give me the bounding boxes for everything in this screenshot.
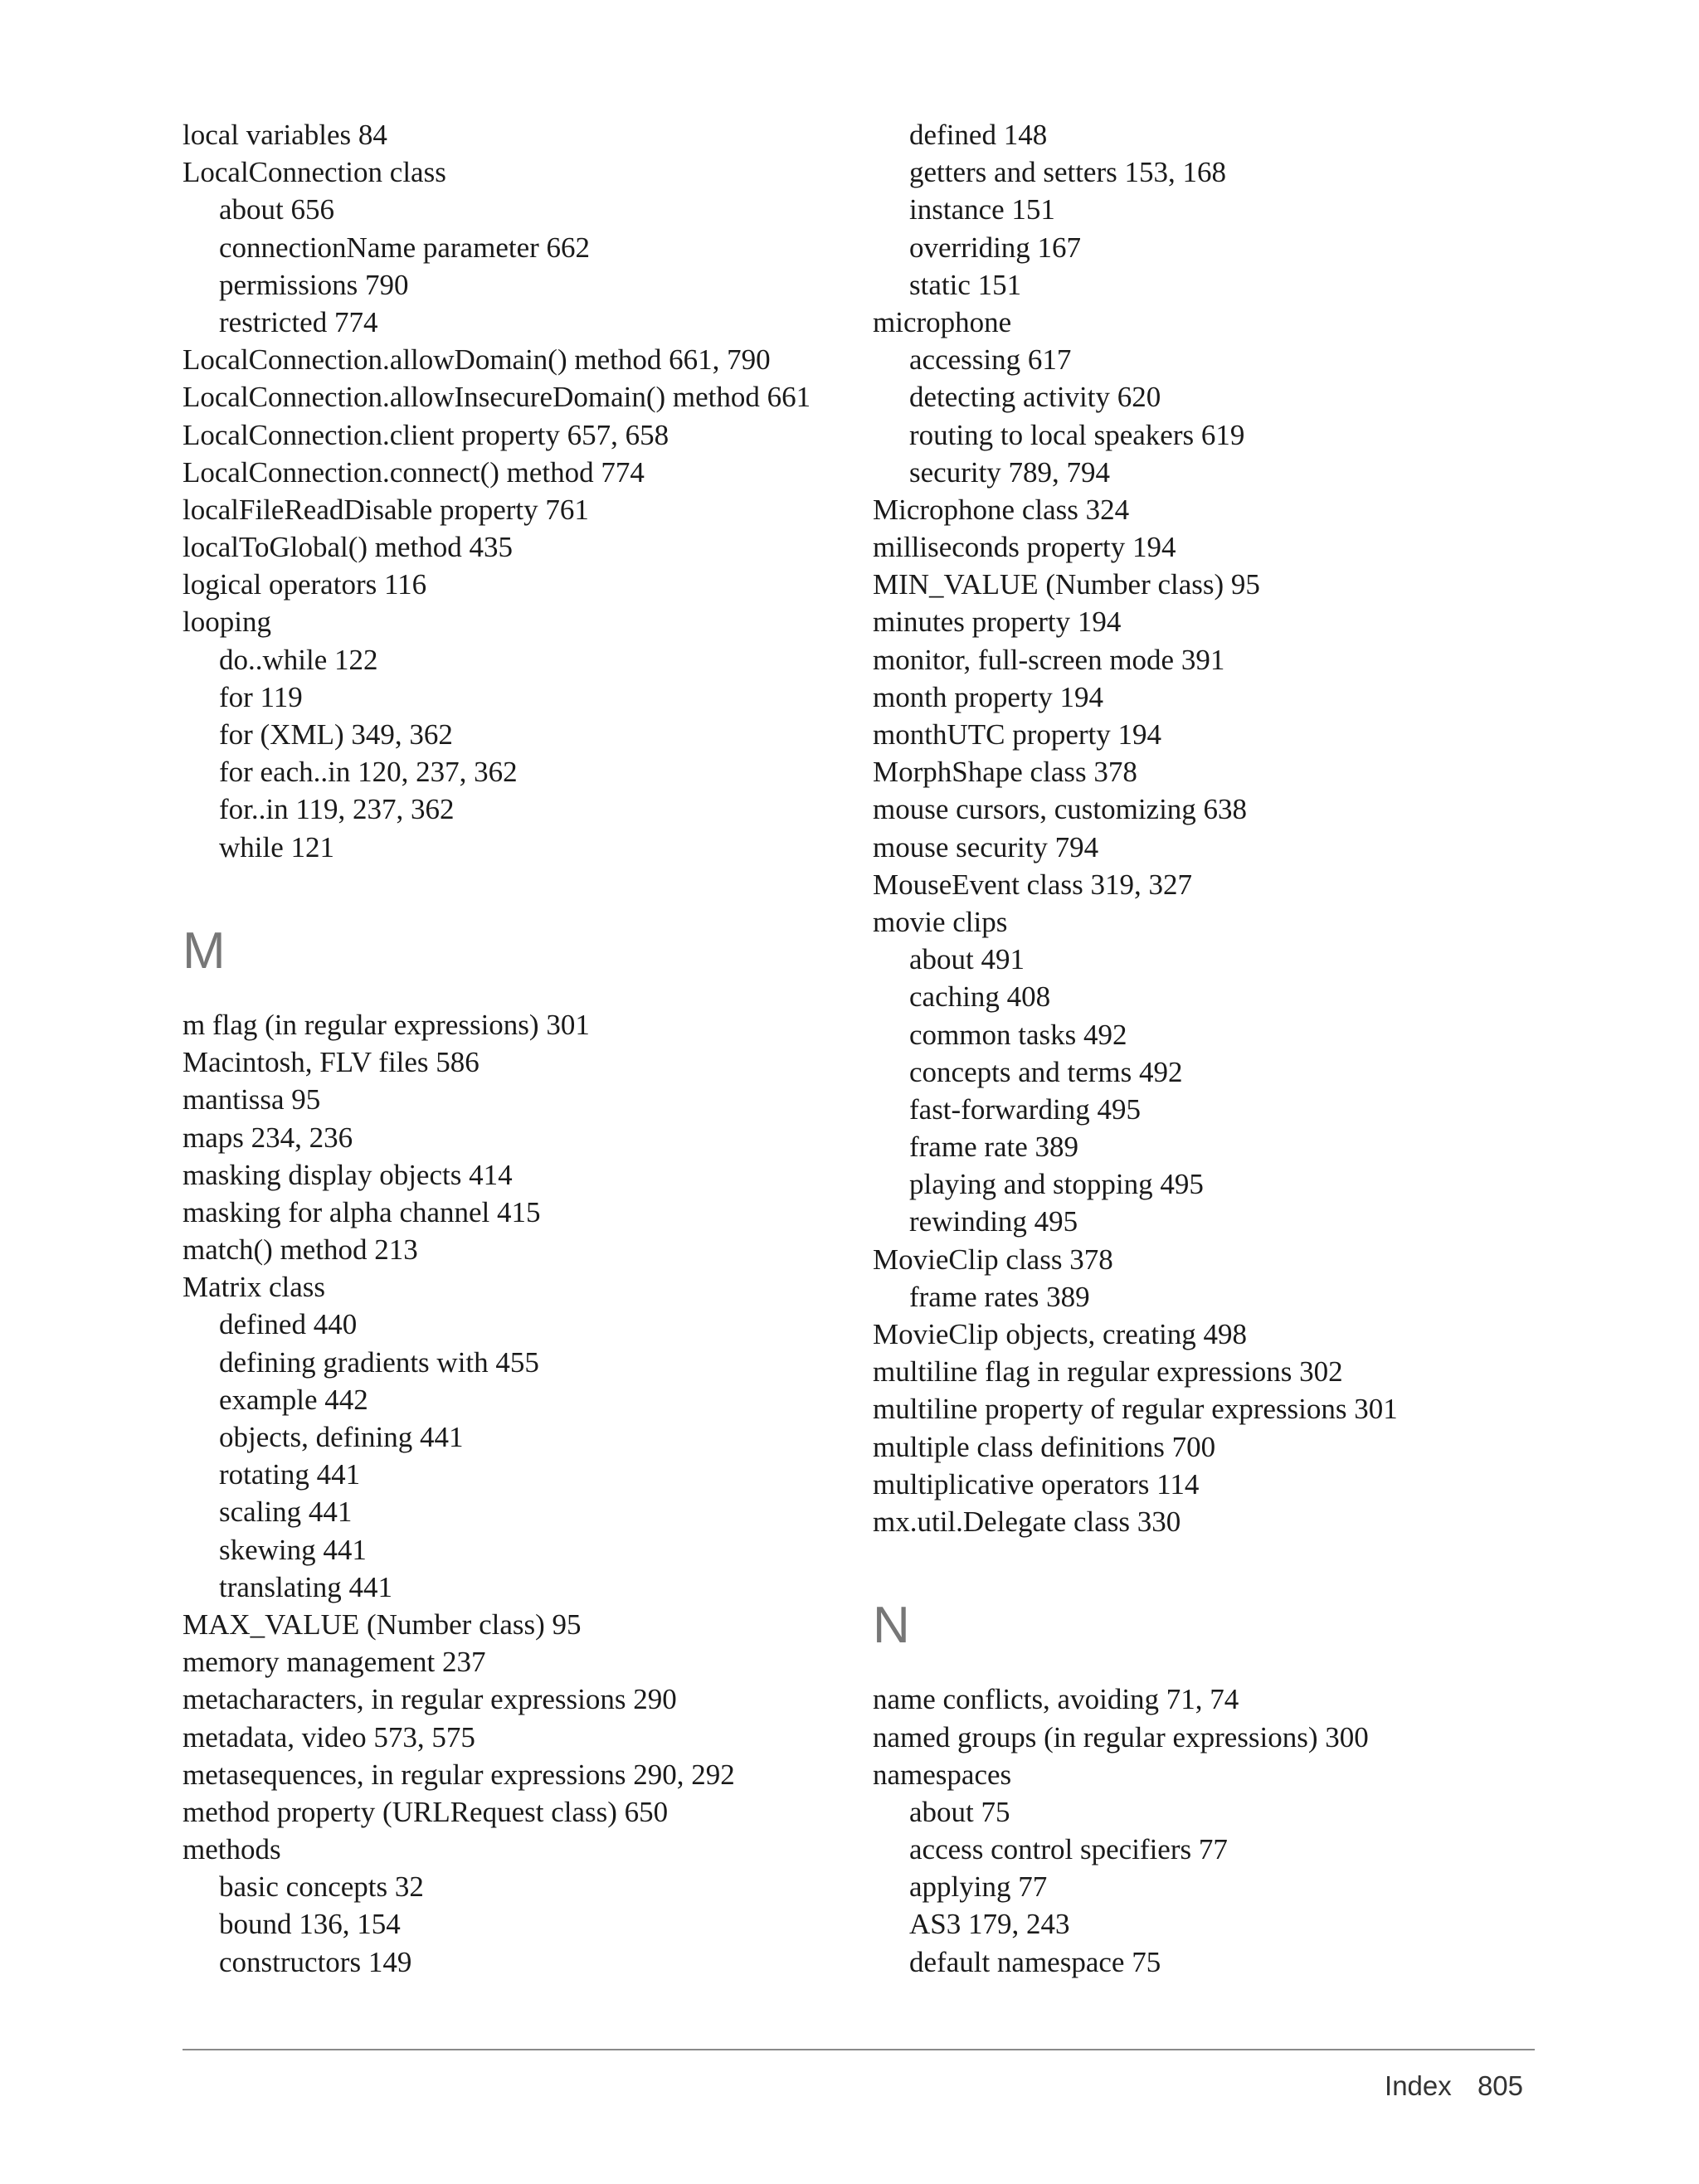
index-subentry: about 656 bbox=[219, 193, 335, 226]
index-subentry: for..in 119, 237, 362 bbox=[219, 793, 455, 826]
index-subentry: fast-forwarding 495 bbox=[909, 1092, 1141, 1126]
index-entry: metacharacters, in regular expressions 290 bbox=[183, 1683, 677, 1716]
footer-rule bbox=[183, 2049, 1535, 2050]
index-entry: Macintosh, FLV files 586 bbox=[183, 1046, 480, 1079]
index-entry: multiline flag in regular expressions 302 bbox=[873, 1355, 1343, 1389]
section-letter: M bbox=[183, 922, 226, 980]
index-subentry: common tasks 492 bbox=[909, 1018, 1127, 1051]
index-entry: localFileReadDisable property 761 bbox=[183, 493, 589, 526]
index-entry: LocalConnection.allowInsecureDomain() method 661 bbox=[183, 381, 811, 414]
index-subentry: frame rate 389 bbox=[909, 1131, 1079, 1164]
index-entry: mx.util.Delegate class 330 bbox=[873, 1505, 1181, 1538]
index-subentry: do..while 122 bbox=[219, 643, 378, 676]
index-entry: Matrix class bbox=[183, 1271, 326, 1304]
index-entry: milliseconds property 194 bbox=[873, 531, 1176, 564]
index-subentry: rotating 441 bbox=[219, 1458, 361, 1491]
index-entry: LocalConnection.client property 657, 658 bbox=[183, 418, 669, 451]
index-subentry: default namespace 75 bbox=[909, 1945, 1161, 1978]
index-column-left bbox=[183, 116, 846, 1981]
index-subentry: routing to local speakers 619 bbox=[909, 418, 1245, 451]
index-entry: MAX_VALUE (Number class) 95 bbox=[183, 1608, 582, 1641]
index-entry: name conflicts, avoiding 71, 74 bbox=[873, 1683, 1239, 1716]
index-subentry: rewinding 495 bbox=[909, 1205, 1078, 1238]
index-entry: MIN_VALUE (Number class) 95 bbox=[873, 568, 1260, 601]
index-entry: methods bbox=[183, 1833, 281, 1866]
index-entry: multiline property of regular expressions 301 bbox=[873, 1393, 1398, 1426]
index-entry: mouse security 794 bbox=[873, 830, 1099, 863]
index-entry: LocalConnection.allowDomain() method 661, 790 bbox=[183, 343, 771, 377]
section-letter: N bbox=[873, 1597, 910, 1655]
index-entry: monthUTC property 194 bbox=[873, 718, 1162, 751]
index-subentry: objects, defining 441 bbox=[219, 1421, 464, 1453]
index-subentry: connectionName parameter 662 bbox=[219, 231, 591, 264]
index-entry: minutes property 194 bbox=[873, 606, 1122, 639]
index-subentry: getters and setters 153, 168 bbox=[909, 156, 1226, 189]
index-subentry: for each..in 120, 237, 362 bbox=[219, 756, 518, 789]
index-subentry: overriding 167 bbox=[909, 231, 1082, 264]
index-entry: metasequences, in regular expressions 290, 292 bbox=[183, 1758, 735, 1791]
index-entry: memory management 237 bbox=[183, 1646, 486, 1679]
index-subentry: playing and stopping 495 bbox=[909, 1168, 1204, 1201]
index-subentry: restricted 774 bbox=[219, 305, 378, 338]
index-entry: LocalConnection.connect() method 774 bbox=[183, 455, 645, 489]
index-entry: MovieClip objects, creating 498 bbox=[873, 1318, 1248, 1350]
index-entry: local variables 84 bbox=[183, 119, 387, 151]
index-entry: namespaces bbox=[873, 1758, 1012, 1791]
index-entry: m flag (in regular expressions) 301 bbox=[183, 1008, 590, 1041]
index-subentry: bound 136, 154 bbox=[219, 1908, 401, 1941]
spacer bbox=[183, 866, 846, 903]
index-subentry: instance 151 bbox=[909, 193, 1055, 226]
index-subentry: accessing 617 bbox=[909, 343, 1072, 377]
index-subentry: concepts and terms 492 bbox=[909, 1055, 1183, 1088]
index-subentry: defining gradients with 455 bbox=[219, 1345, 539, 1379]
index-entry: MouseEvent class 319, 327 bbox=[873, 868, 1192, 901]
index-subentry: while 121 bbox=[219, 830, 335, 863]
index-subentry: detecting activity 620 bbox=[909, 381, 1161, 414]
index-subentry: example 442 bbox=[219, 1383, 368, 1416]
index-entry: maps 234, 236 bbox=[183, 1121, 353, 1154]
index-column-right bbox=[873, 116, 1536, 1981]
index-subentry: for 119 bbox=[219, 680, 303, 713]
index-subentry: security 789, 794 bbox=[909, 455, 1111, 489]
index-entry: match() method 213 bbox=[183, 1233, 418, 1267]
index-entry: named groups (in regular expressions) 300 bbox=[873, 1720, 1369, 1754]
footer-label: Index bbox=[1385, 2070, 1452, 2101]
index-entry: monitor, full-screen mode 391 bbox=[873, 643, 1225, 676]
index-subentry: caching 408 bbox=[909, 980, 1051, 1014]
index-entry: masking display objects 414 bbox=[183, 1158, 513, 1191]
index-subentry: skewing 441 bbox=[219, 1533, 367, 1566]
page-footer bbox=[1385, 2070, 1523, 2102]
index-entry: mouse cursors, customizing 638 bbox=[873, 793, 1248, 826]
index-entry: mantissa 95 bbox=[183, 1083, 321, 1116]
index-subentry: frame rates 389 bbox=[909, 1280, 1090, 1313]
index-entry: localToGlobal() method 435 bbox=[183, 531, 514, 564]
index-subentry: defined 440 bbox=[219, 1308, 358, 1341]
index-entry: masking for alpha channel 415 bbox=[183, 1195, 541, 1228]
index-subentry: for (XML) 349, 362 bbox=[219, 718, 453, 751]
index-entry: method property (URLRequest class) 650 bbox=[183, 1795, 669, 1828]
index-entry: movie clips bbox=[873, 905, 1008, 938]
index-subentry: permissions 790 bbox=[219, 268, 409, 301]
index-entry: looping bbox=[183, 606, 271, 639]
index-entry: month property 194 bbox=[873, 680, 1104, 713]
index-subentry: AS3 179, 243 bbox=[909, 1908, 1070, 1941]
index-entry: logical operators 116 bbox=[183, 568, 427, 601]
index-subentry: about 75 bbox=[909, 1795, 1010, 1828]
index-entry: microphone bbox=[873, 305, 1012, 338]
index-subentry: translating 441 bbox=[219, 1570, 392, 1603]
index-entry: MorphShape class 378 bbox=[873, 756, 1137, 789]
index-subentry: about 491 bbox=[909, 943, 1025, 976]
index-subentry: static 151 bbox=[909, 268, 1022, 301]
index-subentry: constructors 149 bbox=[219, 1945, 412, 1978]
index-subentry: defined 148 bbox=[909, 119, 1048, 151]
index-entry: Microphone class 324 bbox=[873, 493, 1130, 526]
index-entry: multiple class definitions 700 bbox=[873, 1430, 1216, 1463]
spacer bbox=[873, 1540, 1536, 1578]
index-subentry: applying 77 bbox=[909, 1870, 1048, 1904]
index-entry: MovieClip class 378 bbox=[873, 1243, 1113, 1276]
index-entry: multiplicative operators 114 bbox=[873, 1467, 1200, 1501]
index-entry: metadata, video 573, 575 bbox=[183, 1720, 475, 1754]
index-subentry: scaling 441 bbox=[219, 1496, 353, 1529]
page-number: 805 bbox=[1477, 2070, 1523, 2101]
index-subentry: basic concepts 32 bbox=[219, 1870, 424, 1904]
index-subentry: access control specifiers 77 bbox=[909, 1833, 1228, 1866]
index-entry: LocalConnection class bbox=[183, 156, 446, 189]
